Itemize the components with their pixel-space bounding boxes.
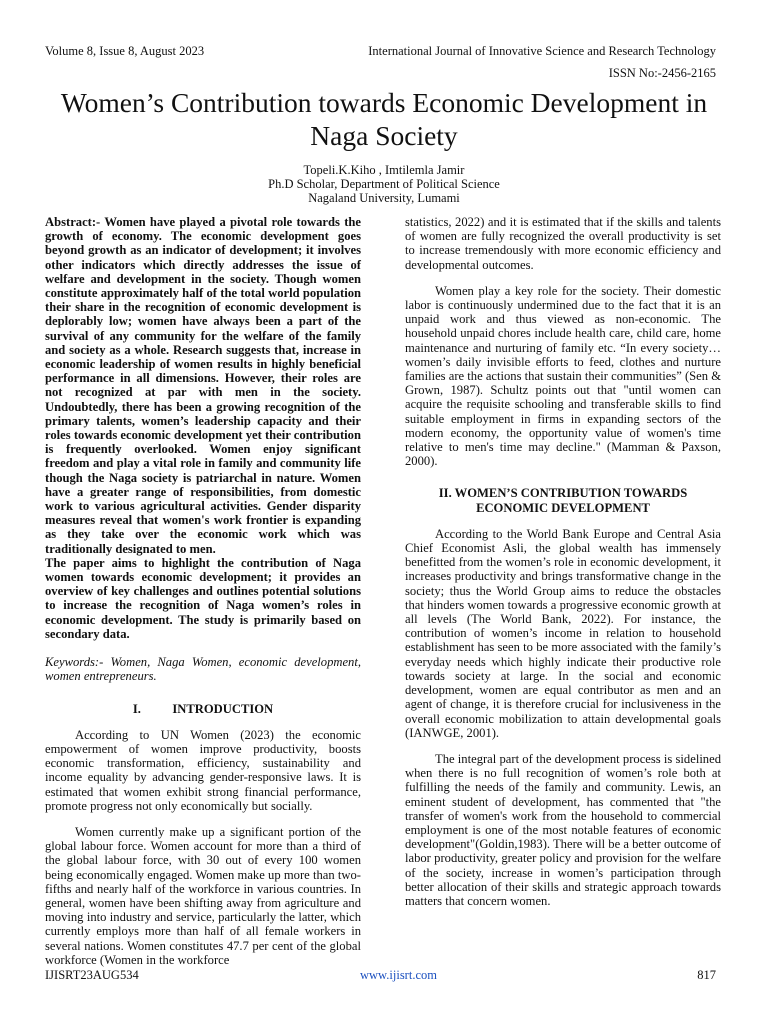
body-paragraph-integral: The integral part of the development process is sidelined when there is no full recognition of women’s role both at fulfilling the needs of the family and community. Lewis, an eminent student of development, has commented that "the transfer of women's work from the household to commercial employment is one of the most notable features of economic development"(Goldin,1983). There will be a better outcome of labor productivity, greater policy and provision for the welfare of the society, increase in women’s participation through better allocation of their skills and strategic approach towards matters that concern women. [405, 751, 721, 908]
author-affiliation: Ph.D Scholar, Department of Political Science [268, 177, 500, 191]
volume-info: Volume 8, Issue 8, August 2023 [45, 44, 205, 58]
footer-paper-id: IJISRT23AUG534 [45, 968, 139, 982]
footer-website-link[interactable]: www.ijisrt.com [360, 968, 437, 982]
paper-title: Women’s Contribution towards Economic Development in Naga Society [60, 87, 708, 151]
section-heading-introduction: I. INTRODUCTION [132, 701, 274, 716]
body-paragraph-world-bank: According to the World Bank Europe and Central Asia Chief Economist Asli, the global wealth has immensely benefitted from the women’s role in economic development, it increases productivity and brings transformative change in the society; thus the World Group aims to reduce the obstacles that hinders women towards a progressive economic growth at all levels (The World Bank, 2022). For instance, the contribution of women’s income in relation to household establishment has seen to be more associated with the family’s everyday needs which highly indicate their productive role towards society at large. In the social and economic development, women are equal contributor as men and an agent of change, it is therefore crucial for inclusiveness in the overall economic mobilization to attain developmental goals (IANWGE, 2001). [405, 526, 721, 740]
author-names: Topeli.K.Kiho , Imtilemla Jamir [303, 163, 465, 177]
body-paragraph-key-role: Women play a key role for the society. Their domestic labor is continuously undermined due to the fact that it is an unpaid work and thus viewed as non-economic. The household unpaid chores include health care, child care, home maintenance and nurturing of family etc. “In every society… women’s daily invisible efforts to feed, clothes and nurture families are the actions that sustain their communities” (Sen & Grown, 1987). Schultz points out that "until women can acquire the requisite schooling and transferable skills to find suitable employment in firms in expanding sectors of the modern economy, the opportunity value of women's time relative to men's time may decline." (Mamman & Paxson, 2000). [405, 283, 721, 469]
abstract-paragraph-aims: The paper aims to highlight the contribution of Naga women towards economic development; it provides an overview of key challenges and outlines potential solutions to increase the recognition of Naga women’s roles in economic development. The study is primarily based on secondary data. [45, 555, 361, 641]
body-paragraph-continued: statistics, 2022) and it is estimated that if the skills and talents of women are fully recognized the overall productivity is set to increase tremendously with more economic efficiency and developmental outcomes. [405, 215, 721, 272]
footer-page-number: 817 [697, 968, 716, 982]
author-university: Nagaland University, Lumami [308, 191, 460, 205]
intro-paragraph: According to UN Women (2023) the economic empowerment of women improve productivity, boosts economic transformation, efficiency, sustainability and income equality by advancing gender-responsive laws. It is estimated that women exhibit strong financial performance, promote progress not only economically but socially. [45, 727, 361, 813]
keywords: Keywords:- Women, Naga Women, economic development, women entrepreneurs. [45, 655, 361, 684]
abstract-paragraph: Abstract:- Women have played a pivotal role towards the growth of economy. The economic development goes beyond growth as an indicator of development; it involves other indicators which directly addresses the issue of welfare and development in the society. Though women constitute approximately half of the total world population their share in the recognition of economic development is deplorably low; women have always been a part of the survival of any community for the welfare of the family and society as a whole. Research suggests that, increase in economic leadership of women results in highly beneficial performance in all dimensions. However, their roles are not recognized at par with men in the society. Undoubtedly, there has been a growing recognition of the primary talents, women’s leadership capacity and their roles towards economic development yet their contribution is frequently overlooked. Women enjoy significant freedom and play a vital role in family and community life though the Naga society is patriarchal in nature. Women have a greater range of responsibilities, from domestic work to various agricultural activities. Gender disparity measures reveal that women's work frontier is expanding as they take over the economic work which was traditionally designated to men. [45, 215, 361, 556]
section-heading-contribution: II. WOMEN’S CONTRIBUTION TOWARDS ECONOMIC DEVELOPMENT [438, 486, 688, 515]
issn: ISSN No:-2456-2165 [608, 66, 716, 80]
author-block [60, 163, 708, 205]
journal-name: International Journal of Innovative Science and Research Technology [368, 44, 716, 58]
intro-paragraph-labour: Women currently make up a significant portion of the global labour force. Women account for more than a third of the global labour force, with 30 out of every 100 women being economically engaged. Women make up more than two-fifths and nearly half of the workforce in various countries. In general, women have been shifting away from agriculture and moving into industry and service, particularly the latter, which currently employs more than half of all female workers in several nations. Women constitutes 47.7 per cent of the global workforce (Women in the workforce [45, 824, 361, 967]
left-column [45, 215, 361, 967]
right-column [405, 215, 721, 908]
